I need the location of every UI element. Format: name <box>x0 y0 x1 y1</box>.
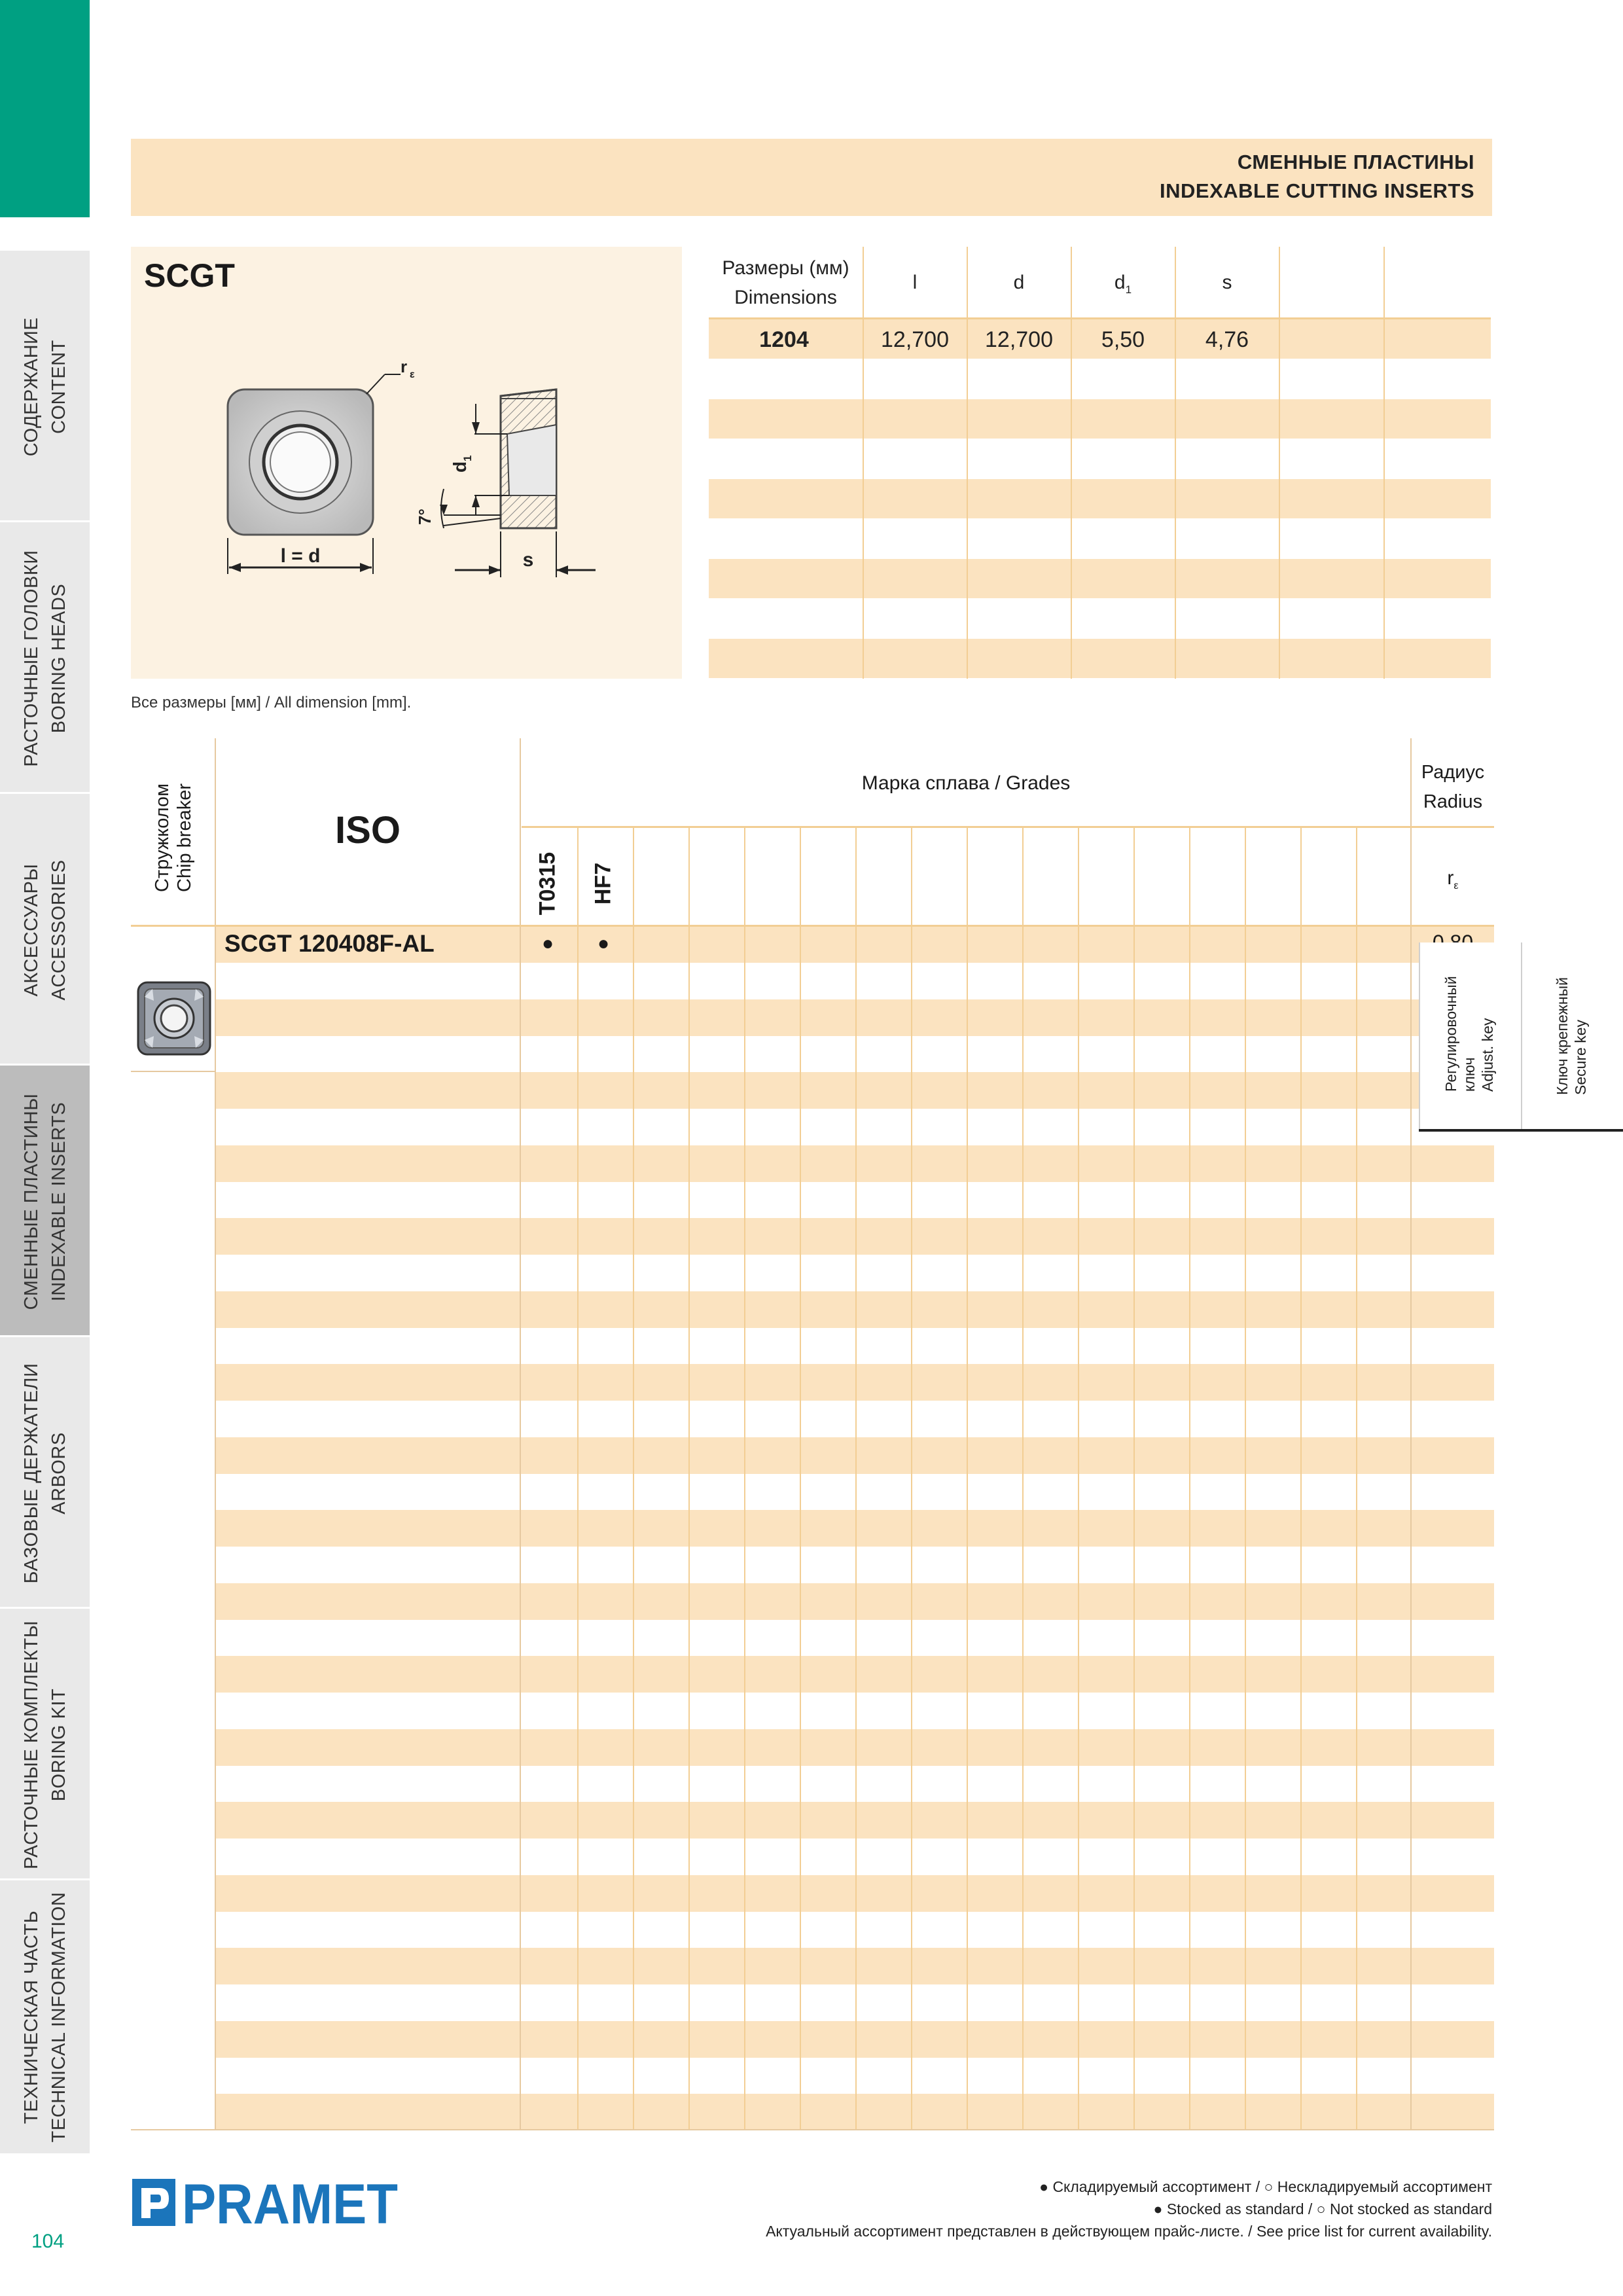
grade-col-divider <box>1189 828 1190 2129</box>
dim-s-value: 4,76 <box>1205 327 1249 352</box>
radius-symbol: $r_\varepsilon$ <box>1447 867 1459 891</box>
dim-row-band <box>709 479 1491 518</box>
insert-top-view <box>228 389 373 535</box>
dim-l-value: 12,700 <box>881 327 949 352</box>
dim-col-d: d <box>1013 272 1025 293</box>
legend-ru: ● Складируемый ассортимент / ○ Нескладируемый ассортимент <box>1039 2178 1492 2195</box>
radius-en: Radius <box>1423 791 1483 812</box>
label-angle: 7° <box>415 509 435 525</box>
insert-section-view <box>501 389 556 528</box>
tab-label-en: TECHNICAL INFORMATION <box>48 1892 69 2142</box>
grade-col-divider <box>1245 828 1246 2129</box>
header-title-ru: СМЕННЫЕ ПЛАСТИНЫ <box>1237 151 1474 173</box>
page-number: 104 <box>31 2231 65 2252</box>
chip-breaker-ru: Стружколом <box>152 783 173 893</box>
tab-label-en: CONTENT <box>48 339 69 434</box>
label-s: s <box>522 549 534 571</box>
availability-dot-hf7: ● <box>597 933 610 954</box>
availability-note: Актуальный ассортимент представлен в действующем прайс-листе. / See price list for current availability. <box>766 2223 1492 2240</box>
product-name: SCGT <box>144 257 235 294</box>
dim-col-divider <box>1071 247 1072 679</box>
iso-code: SCGT 120408F-AL <box>224 930 435 957</box>
sidebar-tab-boring-heads[interactable] <box>0 520 90 794</box>
dim-header-ru: Размеры (мм) <box>722 257 849 279</box>
dim-col-l: l <box>912 272 918 293</box>
chip-breaker-en: Chip breaker <box>174 783 195 893</box>
dim-row-band <box>709 399 1491 439</box>
brand-name: PRAMET <box>182 2176 398 2230</box>
tab-label-en: ACCESSORIES <box>48 859 69 1000</box>
grade-header-t0315: T0315 <box>535 852 560 916</box>
adjust-key-ru: Регулировочный ключ <box>1442 975 1478 1092</box>
tab-label-ru: РАСТОЧНЫЕ КОМПЛЕКТЫ <box>20 1620 42 1869</box>
dim-col-divider <box>1175 247 1176 679</box>
sidebar-tab-accessories[interactable] <box>0 792 90 1066</box>
sidebar-tab-indexable-inserts[interactable] <box>0 1064 90 1337</box>
insert-drawing <box>131 247 682 679</box>
grade-col-divider <box>1022 828 1024 2129</box>
chip-breaker-cell-rule <box>131 1071 216 1072</box>
tab-label-en: ARBORS <box>48 1431 69 1515</box>
grade-col-divider <box>577 828 579 2129</box>
tab-label-ru: РАСТОЧНЫЕ ГОЛОВКИ <box>20 549 42 767</box>
grade-col-divider <box>1133 828 1135 2129</box>
dim-col-divider <box>1383 247 1385 679</box>
dim-header-rule <box>709 317 1491 319</box>
dim-col-s: s <box>1222 272 1232 293</box>
grade-col-divider <box>633 828 634 2129</box>
pramet-logo <box>131 2176 402 2230</box>
dim-d-value: 12,700 <box>985 327 1053 352</box>
legend-en: ● Stocked as standard / ○ Not stocked as standard <box>1153 2200 1492 2217</box>
grade-col-divider <box>688 828 690 2129</box>
sidebar-tab-arbors[interactable] <box>0 1335 90 1609</box>
chip-breaker-icon <box>134 978 214 1058</box>
label-d1-sub: 1 <box>461 455 474 461</box>
secure-key-header <box>1521 942 1620 1129</box>
tab-label-en: INDEXABLE INSERTS <box>48 1102 69 1301</box>
grade-col-divider <box>744 828 745 2129</box>
sidebar-tab-content[interactable] <box>0 249 90 522</box>
grade-col-divider <box>1356 828 1357 2129</box>
table-col-divider <box>520 738 521 2129</box>
secure-key-ru: Ключ крепежный <box>1554 977 1571 1095</box>
label-d1: d <box>450 461 470 473</box>
tab-label-ru: ТЕХНИЧЕСКАЯ ЧАСТЬ <box>20 1910 42 2124</box>
availability-dot-t0315: ● <box>541 933 554 954</box>
grade-header-hf7: HF7 <box>590 862 616 905</box>
secure-key-en: Secure key <box>1572 1019 1589 1095</box>
key-panel <box>1419 942 1623 1132</box>
tab-label-ru: БАЗОВЫЕ ДЕРЖАТЕЛИ <box>20 1363 42 1583</box>
grade-col-divider <box>1300 828 1302 2129</box>
label-re-sub: ε <box>410 369 415 380</box>
radius-header <box>1412 758 1494 817</box>
dim-row-band <box>709 639 1491 678</box>
header-title-en: INDEXABLE CUTTING INSERTS <box>1160 179 1474 202</box>
table-bottom-rule <box>131 2129 1494 2130</box>
chip-breaker-header <box>141 762 206 913</box>
dim-size: 1204 <box>759 327 809 352</box>
tab-label-en: BORING KIT <box>48 1688 69 1801</box>
tab-label-ru: АКСЕССУАРЫ <box>20 863 42 996</box>
adjust-key-header <box>1419 942 1518 1129</box>
sidebar-tab-boring-kit[interactable] <box>0 1607 90 1880</box>
tab-label-ru: СОДЕРЖАНИЕ <box>20 317 42 456</box>
dimension-note: Все размеры [мм] / All dimension [mm]. <box>131 694 412 711</box>
iso-header: ISO <box>335 809 401 852</box>
grade-col-divider <box>1078 828 1079 2129</box>
dim-d1-value: 5,50 <box>1101 327 1145 352</box>
grades-header: Марка сплава / Grades <box>861 772 1071 794</box>
table-col-divider <box>215 738 216 2129</box>
grade-col-divider <box>911 828 912 2129</box>
dim-col-divider <box>967 247 968 679</box>
tab-label-ru: СМЕННЫЕ ПЛАСТИНЫ <box>20 1093 42 1310</box>
adjust-key-en: Adjust. key <box>1479 1018 1496 1092</box>
dim-row-band <box>709 559 1491 598</box>
label-re: r <box>401 357 408 376</box>
grade-col-divider <box>967 828 968 2129</box>
dim-col-divider <box>1279 247 1280 679</box>
dim-header-en: Dimensions <box>734 287 837 308</box>
tab-label-en: BORING HEADS <box>48 583 69 733</box>
grade-col-divider <box>855 828 857 2129</box>
dim-col-d1: $d_1$ <box>1114 272 1132 296</box>
grade-col-divider <box>800 828 801 2129</box>
dim-col-divider <box>863 247 864 679</box>
sidebar-tab-technical-information[interactable] <box>0 1878 90 2153</box>
grades-subheader-rule <box>522 826 1494 828</box>
label-l-equals-d: l = d <box>280 545 321 567</box>
grades-header-rule <box>131 925 1494 927</box>
radius-ru: Радиус <box>1421 762 1485 783</box>
sidebar-accent <box>0 0 90 217</box>
